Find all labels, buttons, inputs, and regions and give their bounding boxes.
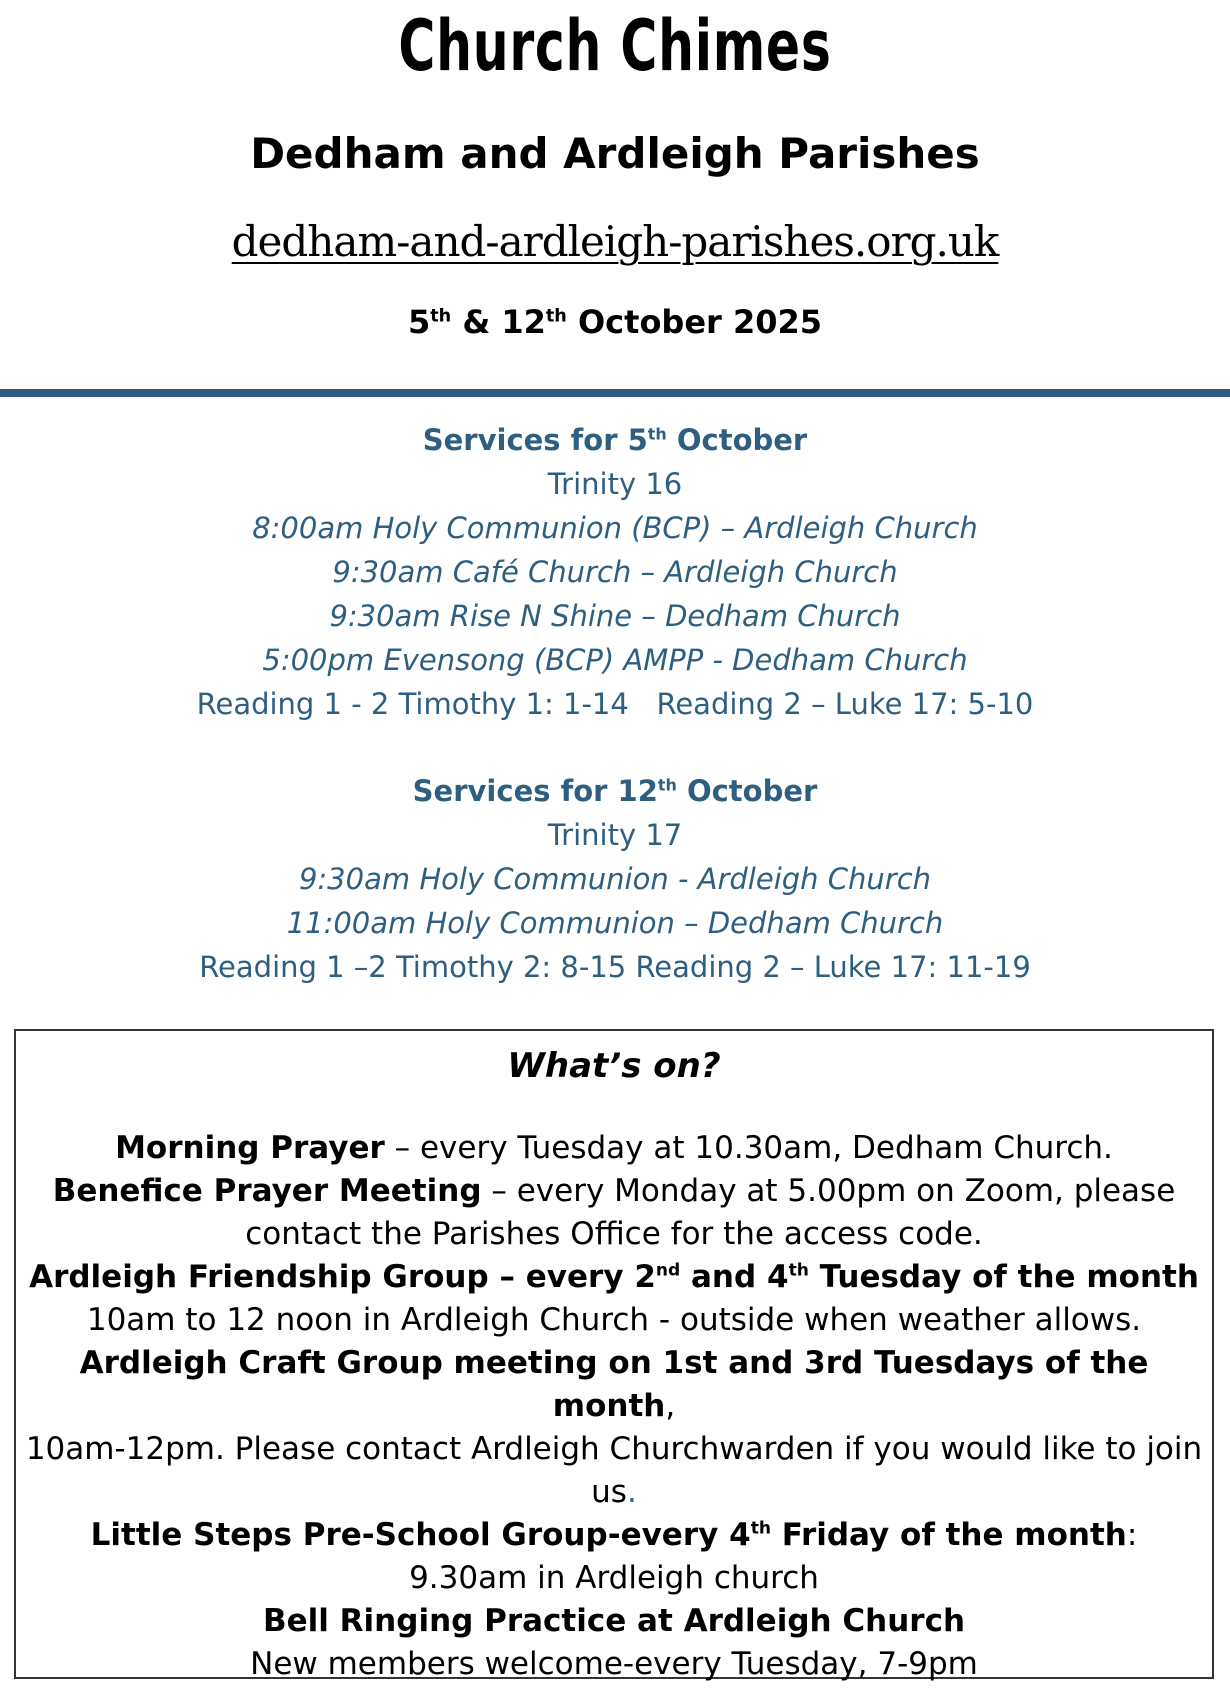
services-oct-12 [0, 769, 1230, 989]
whats-on-title: What’s on? [507, 1046, 721, 1086]
service-item: 9:30am Café Church – Ardleigh Church [332, 555, 898, 589]
event-name: Benefice Prayer Meeting [52, 1173, 482, 1209]
heading-sup: th [657, 775, 677, 795]
bell-ringing-line [16, 1600, 1212, 1643]
services-heading [0, 418, 1230, 462]
section-divider [0, 389, 1230, 397]
little-steps-line [16, 1514, 1212, 1557]
date-day-2: 12 [501, 303, 546, 341]
heading-text: Services for 5 [422, 423, 648, 457]
craft-line [16, 1342, 1212, 1385]
issue-dates [0, 300, 1230, 344]
craft-detail-2 [16, 1471, 1212, 1514]
date-sup-1: th [430, 306, 452, 327]
service-item: 5:00pm Evensong (BCP) AMPP - Dedham Church [262, 643, 968, 677]
punct: , [665, 1388, 676, 1424]
event-name: Little Steps Pre-School Group-every 4 [90, 1517, 751, 1553]
whats-on-box [14, 1029, 1214, 1682]
benefice-line-2: contact the Parishes Office for the access code. [245, 1216, 983, 1252]
event-name: Ardleigh Craft Group meeting on 1st and 3rd Tuesdays of the [79, 1345, 1149, 1381]
heading-text: Services for 12 [412, 774, 658, 808]
website-link[interactable]: dedham-and-ardleigh-parishes.org.uk [231, 217, 999, 266]
service-item: 8:00am Holy Communion (BCP) – Ardleigh Church [252, 511, 978, 545]
heading-month: October [676, 774, 818, 808]
event-detail: – every Monday at 5.00pm on Zoom, please [481, 1173, 1176, 1209]
event-name: Bell Ringing Practice at Ardleigh Church [262, 1603, 966, 1639]
event-name: Morning Prayer [115, 1130, 385, 1166]
event-name-cont: Tuesday of the month [808, 1259, 1199, 1295]
trinity-label: Trinity 17 [547, 818, 683, 852]
event-name-cont: month [552, 1388, 666, 1424]
event-name-cont: and 4 [680, 1259, 789, 1295]
parish-subtitle: Dedham and Ardleigh Parishes [250, 129, 980, 178]
event-detail: – every Tuesday at 10.30am, Dedham Church. [384, 1130, 1113, 1166]
punct: : [1126, 1517, 1138, 1553]
friendship-detail: 10am to 12 noon in Ardleigh Church - outside when weather allows. [86, 1302, 1142, 1338]
morning-prayer-line [16, 1127, 1212, 1170]
heading-sup: th [647, 424, 667, 444]
ordinal-sup: th [750, 1518, 771, 1539]
service-item: 9:30am Rise N Shine – Dedham Church [329, 599, 901, 633]
services-heading [0, 769, 1230, 813]
readings: Reading 1 –2 Timothy 2: 8-15 Reading 2 – Luke 17: 11-19 [199, 950, 1031, 984]
page-title: Church Chimes [398, 5, 832, 87]
bell-ringing-detail: New members welcome-every Tuesday, 7-9pm [250, 1646, 978, 1682]
craft-line-2 [16, 1385, 1212, 1428]
date-sup-2: th [545, 306, 567, 327]
friendship-line [16, 1256, 1212, 1299]
date-day-1: 5 [407, 303, 431, 341]
ordinal-sup: th [788, 1260, 809, 1281]
event-name: Ardleigh Friendship Group – every 2 [29, 1259, 656, 1295]
craft-detail: 10am-12pm. Please contact Ardleigh Churchwarden if you would like to join [25, 1431, 1203, 1467]
event-name-cont: Friday of the month [770, 1517, 1127, 1553]
heading-month: October [666, 423, 808, 457]
little-steps-detail: 9.30am in Ardleigh church [409, 1560, 819, 1596]
trinity-label: Trinity 16 [547, 467, 683, 501]
service-item: 9:30am Holy Communion - Ardleigh Church [298, 862, 932, 896]
whats-on-list [16, 1127, 1212, 1686]
date-month-year: October 2025 [566, 303, 823, 341]
date-amp: & [451, 303, 502, 341]
readings: Reading 1 - 2 Timothy 1: 1-14 Reading 2 – Luke 17: 5-10 [196, 687, 1034, 721]
punct: . [626, 1474, 637, 1510]
services-oct-5 [0, 418, 1230, 726]
service-item: 11:00am Holy Communion – Dedham Church [286, 906, 944, 940]
benefice-line [16, 1170, 1212, 1213]
ordinal-sup: nd [655, 1260, 681, 1281]
craft-detail-text: us [591, 1474, 627, 1510]
